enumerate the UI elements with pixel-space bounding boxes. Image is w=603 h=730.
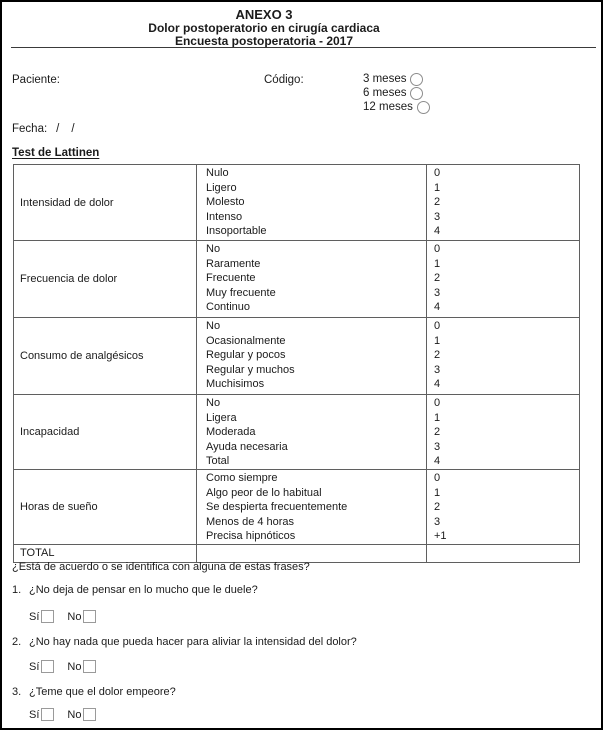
yes-label: Sí bbox=[29, 708, 40, 721]
score-text: 0 bbox=[434, 397, 441, 409]
form-subtitle: Encuesta postoperatoria - 2017 bbox=[174, 34, 354, 48]
date-label: Fecha: bbox=[12, 123, 48, 135]
table-row bbox=[14, 395, 580, 470]
option-text: No bbox=[206, 320, 221, 332]
score-text: +1 bbox=[434, 530, 447, 543]
criterion-label: Horas de sueño bbox=[14, 469, 197, 544]
score-text: 0 bbox=[434, 167, 441, 179]
date-slash: / bbox=[56, 123, 60, 135]
radio-6-months-icon[interactable] bbox=[410, 87, 423, 100]
no-checkbox[interactable] bbox=[83, 708, 96, 721]
question-number: 2. bbox=[12, 636, 22, 648]
question-2-answers bbox=[29, 660, 96, 673]
option-text: Algo peor de lo habitual bbox=[206, 486, 322, 499]
code-label: Código: bbox=[264, 74, 304, 86]
question-3-answers bbox=[29, 708, 96, 721]
table-row bbox=[14, 469, 580, 544]
option-text: Como siempre bbox=[206, 471, 278, 484]
questions-intro: ¿Está de acuerdo o se identifica con alguna de estas frases? bbox=[12, 561, 310, 573]
score-text: 2 bbox=[434, 272, 441, 285]
radio-3-months-icon[interactable] bbox=[410, 73, 423, 86]
patient-label: Paciente: bbox=[12, 74, 60, 86]
table-row bbox=[14, 165, 580, 241]
option-text: Raramente bbox=[206, 257, 261, 270]
code-option-3-months bbox=[363, 72, 430, 86]
option-text: No bbox=[206, 397, 221, 409]
option-text: Menos de 4 horas bbox=[206, 515, 295, 528]
no-label: No bbox=[67, 610, 82, 623]
score-text: 3 bbox=[434, 210, 441, 223]
lattinen-table bbox=[13, 164, 580, 563]
yes-checkbox[interactable] bbox=[41, 708, 54, 721]
yes-checkbox[interactable] bbox=[41, 610, 54, 623]
option-text: No bbox=[206, 243, 221, 255]
option-text: Precisa hipnóticos bbox=[206, 530, 296, 543]
code-option-label: 6 meses bbox=[363, 86, 407, 99]
option-text: Molesto bbox=[206, 196, 245, 209]
radio-12-months-icon[interactable] bbox=[417, 101, 430, 114]
score-text: 4 bbox=[434, 301, 441, 314]
code-option-6-months bbox=[363, 86, 430, 100]
score-text: 3 bbox=[434, 440, 441, 453]
table-row bbox=[14, 318, 580, 395]
code-option-label: 12 meses bbox=[363, 100, 413, 113]
question-text: ¿Teme que el dolor empeore? bbox=[29, 686, 176, 698]
score-text: 2 bbox=[434, 349, 441, 362]
score-text: 1 bbox=[434, 181, 441, 194]
option-text: Ligero bbox=[206, 181, 237, 194]
option-text: Ayuda necesaria bbox=[206, 440, 288, 453]
form-title: Dolor postoperatorio en cirugía cardiaca bbox=[148, 21, 380, 35]
option-text: Ligera bbox=[206, 411, 237, 424]
score-text: 3 bbox=[434, 363, 441, 376]
no-label: No bbox=[67, 660, 82, 673]
annex-title: ANEXO 3 bbox=[235, 7, 293, 22]
score-text: 3 bbox=[434, 515, 441, 528]
option-text: Muchisimos bbox=[206, 378, 265, 391]
question-text: ¿No hay nada que pueda hacer para aliviar la intensidad del dolor? bbox=[29, 636, 357, 648]
option-text: Nulo bbox=[206, 167, 229, 179]
no-label: No bbox=[67, 708, 82, 721]
scores-cell bbox=[427, 318, 580, 395]
yes-label: Sí bbox=[29, 660, 40, 673]
question-3 bbox=[12, 686, 176, 698]
score-text: 1 bbox=[434, 486, 441, 499]
score-text: 4 bbox=[434, 378, 441, 391]
option-text: Muy frecuente bbox=[206, 286, 276, 299]
question-2 bbox=[12, 636, 357, 648]
code-option-12-months bbox=[363, 100, 430, 114]
scores-cell bbox=[427, 395, 580, 470]
code-option-label: 3 meses bbox=[363, 72, 407, 85]
question-1-answers bbox=[29, 610, 96, 623]
table-row bbox=[14, 241, 580, 318]
score-text: 3 bbox=[434, 286, 441, 299]
score-text: 0 bbox=[434, 471, 441, 484]
code-radio-group bbox=[363, 72, 430, 114]
scores-cell bbox=[427, 469, 580, 544]
yes-label: Sí bbox=[29, 610, 40, 623]
criterion-label: Consumo de analgésicos bbox=[14, 318, 197, 395]
date-field bbox=[12, 123, 75, 136]
total-empty-cell bbox=[197, 544, 427, 562]
options-cell bbox=[197, 469, 427, 544]
score-text: 2 bbox=[434, 196, 441, 209]
total-row bbox=[14, 544, 580, 562]
scores-cell bbox=[427, 241, 580, 318]
date-slash: / bbox=[71, 123, 75, 135]
option-text: Se despierta frecuentemente bbox=[206, 501, 348, 514]
question-text: ¿No deja de pensar en lo mucho que le duele? bbox=[29, 584, 258, 596]
score-text: 4 bbox=[434, 225, 441, 238]
no-checkbox[interactable] bbox=[83, 660, 96, 673]
criterion-label: Frecuencia de dolor bbox=[14, 241, 197, 318]
option-text: Frecuente bbox=[206, 272, 256, 285]
score-text: 1 bbox=[434, 411, 441, 424]
options-cell bbox=[197, 395, 427, 470]
header-divider bbox=[11, 47, 596, 48]
yes-checkbox[interactable] bbox=[41, 660, 54, 673]
options-cell bbox=[197, 318, 427, 395]
total-label: TOTAL bbox=[14, 544, 197, 562]
total-score-cell bbox=[427, 544, 580, 562]
score-text: 2 bbox=[434, 501, 441, 514]
no-checkbox[interactable] bbox=[83, 610, 96, 623]
option-text: Continuo bbox=[206, 301, 251, 314]
options-cell bbox=[197, 165, 427, 241]
scores-cell bbox=[427, 165, 580, 241]
option-text: Total bbox=[206, 455, 230, 468]
criterion-label: Intensidad de dolor bbox=[14, 165, 197, 241]
score-text: 0 bbox=[434, 243, 441, 255]
criterion-label: Incapacidad bbox=[14, 395, 197, 470]
score-text: 4 bbox=[434, 455, 441, 468]
question-number: 3. bbox=[12, 686, 22, 698]
lattinen-test-title: Test de Lattinen bbox=[12, 147, 100, 159]
option-text: Intenso bbox=[206, 210, 243, 223]
option-text: Ocasionalmente bbox=[206, 334, 286, 347]
option-text: Insoportable bbox=[206, 225, 267, 238]
option-text: Moderada bbox=[206, 426, 256, 439]
question-1 bbox=[12, 584, 258, 596]
options-cell bbox=[197, 241, 427, 318]
option-text: Regular y muchos bbox=[206, 363, 295, 376]
score-text: 2 bbox=[434, 426, 441, 439]
question-number: 1. bbox=[12, 584, 22, 596]
score-text: 1 bbox=[434, 334, 441, 347]
score-text: 0 bbox=[434, 320, 441, 332]
option-text: Regular y pocos bbox=[206, 349, 286, 362]
form-header bbox=[2, 8, 526, 48]
score-text: 1 bbox=[434, 257, 441, 270]
